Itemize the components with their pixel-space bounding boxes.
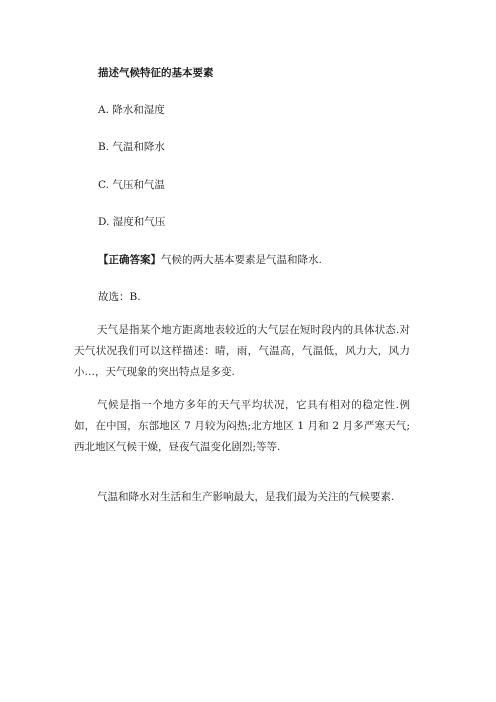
explanation-paragraph-elements: 气温和降水对生活和生产影响最大，是我们最为关注的气候要素. xyxy=(97,491,395,503)
answer-label: 【正确答案】 xyxy=(98,254,161,266)
answer-text: 气候的两大基本要素是气温和降水. xyxy=(161,254,322,266)
option-d: D. 湿度和气压 xyxy=(98,216,166,228)
explanation-paragraph-weather: 天气是指某个地方距离地表较近的大气层在短时段内的具体状态.对天气状况我们可以这样描述：晴，雨，气温高，气温低，风力大，风力小…，天气现象的突出特点是多变. xyxy=(74,324,410,378)
explanation-paragraph-climate: 气候是指一个地方多年的天气平均状况，它具有相对的稳定性.例如，在中国，东部地区 7 月较为闷热;北方地区 1 月和 2 月多严寒天气;西北地区气候干燥，昼夜气温变化剧烈;等等. xyxy=(74,399,410,453)
option-c: C. 气压和气温 xyxy=(98,179,165,191)
option-a: A. 降水和湿度 xyxy=(98,104,165,116)
question-title: 描述气候特征的基本要素 xyxy=(98,67,214,79)
correct-answer xyxy=(98,254,322,267)
option-b: B. 气温和降水 xyxy=(98,141,165,153)
answer-choice: 故选：B. xyxy=(98,291,141,303)
